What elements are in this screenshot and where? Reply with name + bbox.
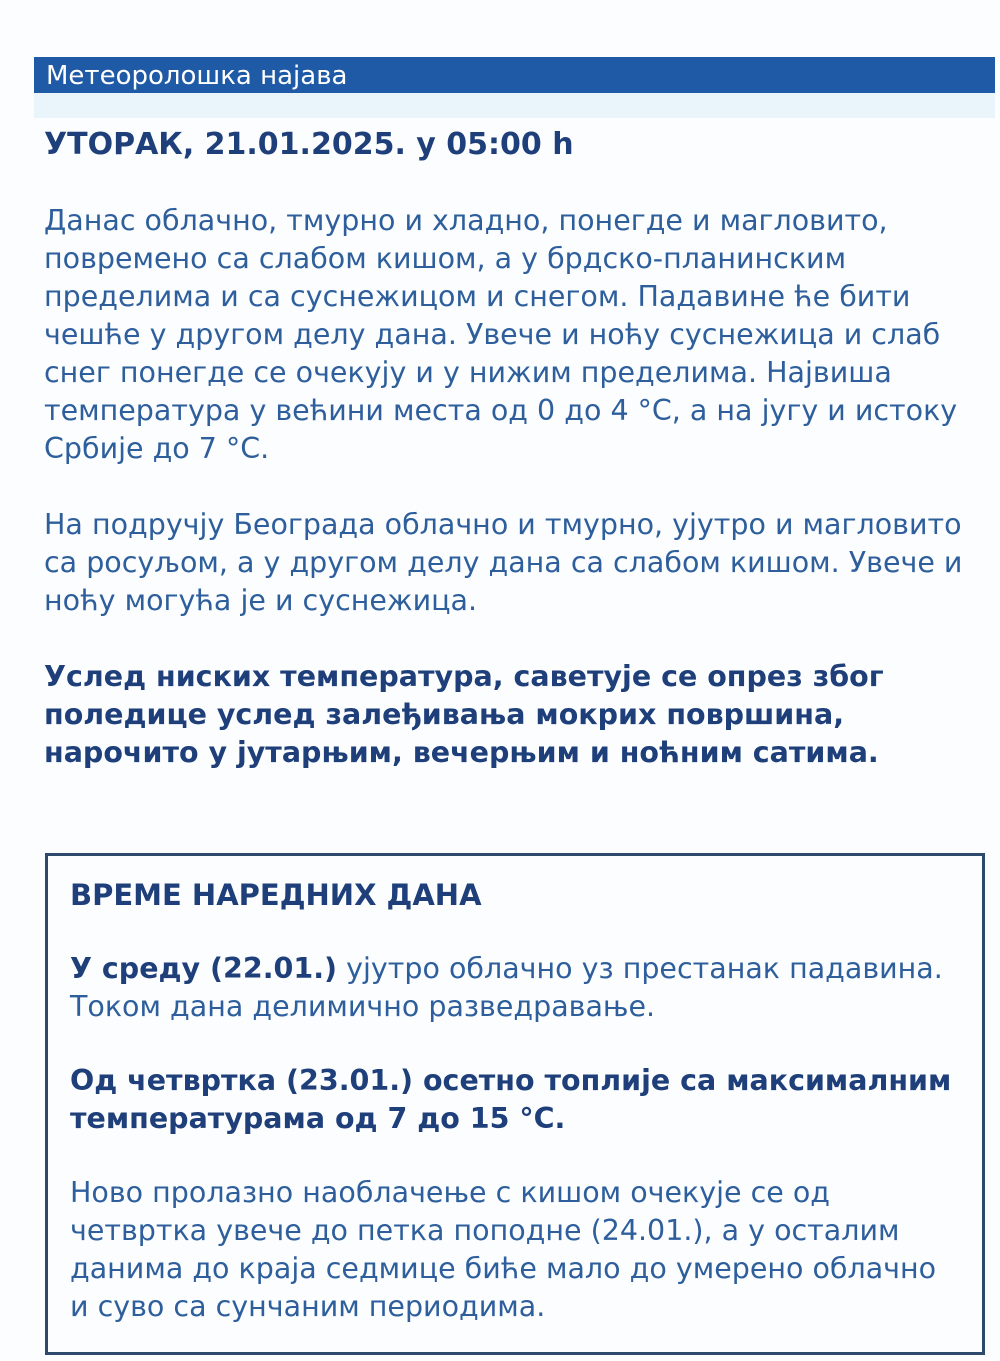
thursday-forecast: Од четвртка (23.01.) осетно топлије са максималним температурама од 7 до 15 °C. (70, 1064, 952, 1135)
ice-warning: Услед ниских температура, саветује се опрез због поледице услед залеђивања мокрих површина, нарочито у јутарњим, вечерњим и ноћним сатима. (44, 660, 884, 769)
header-band (34, 93, 995, 118)
section-header (34, 57, 995, 93)
wednesday-text: ујутро облачно уз престанак падавина. Током дана делимично разведравање. (70, 952, 943, 1023)
next-days-title: ВРЕМЕ НАРЕДНИХ ДАНА (70, 878, 482, 912)
forecast-serbia: Данас облачно, тмурно и хладно, понегде и магловито, повремено са слабом кишом, а у брдско-планинским пределима и са суснежицом и снегом. Падавине ће бити чешће у другом делу дана. Увече и ноћу суснежица и слаб снег понегде се очекују и у нижим пределима. Највиша температура у већини места од 0 до 4 °C, а на југу и истоку Србије до 7 °C. (44, 204, 958, 465)
rest-of-week-forecast: Ново пролазно наоблачење с кишом очекује се од четвртка увече до петка поподне (24.01.), а у осталим данима до краја седмице биће мало до умерено облачно и суво са сунчаним периодима. (70, 1176, 937, 1323)
section-title: Метеоролошка најава (46, 61, 348, 91)
wednesday-label: У среду (22.01.) (70, 952, 338, 985)
wednesday-forecast (70, 950, 960, 1026)
forecast-date-heading: УТОРАК, 21.01.2025. у 05:00 h (44, 127, 574, 162)
forecast-belgrade: На подручју Београда облачно и тмурно, ујутро и магловито са росуљом, а у другом делу дана са слабом кишом. Увече и ноћу могућа је и суснежица. (44, 508, 963, 617)
forecast-content (44, 126, 989, 810)
next-days-box (45, 853, 985, 1355)
